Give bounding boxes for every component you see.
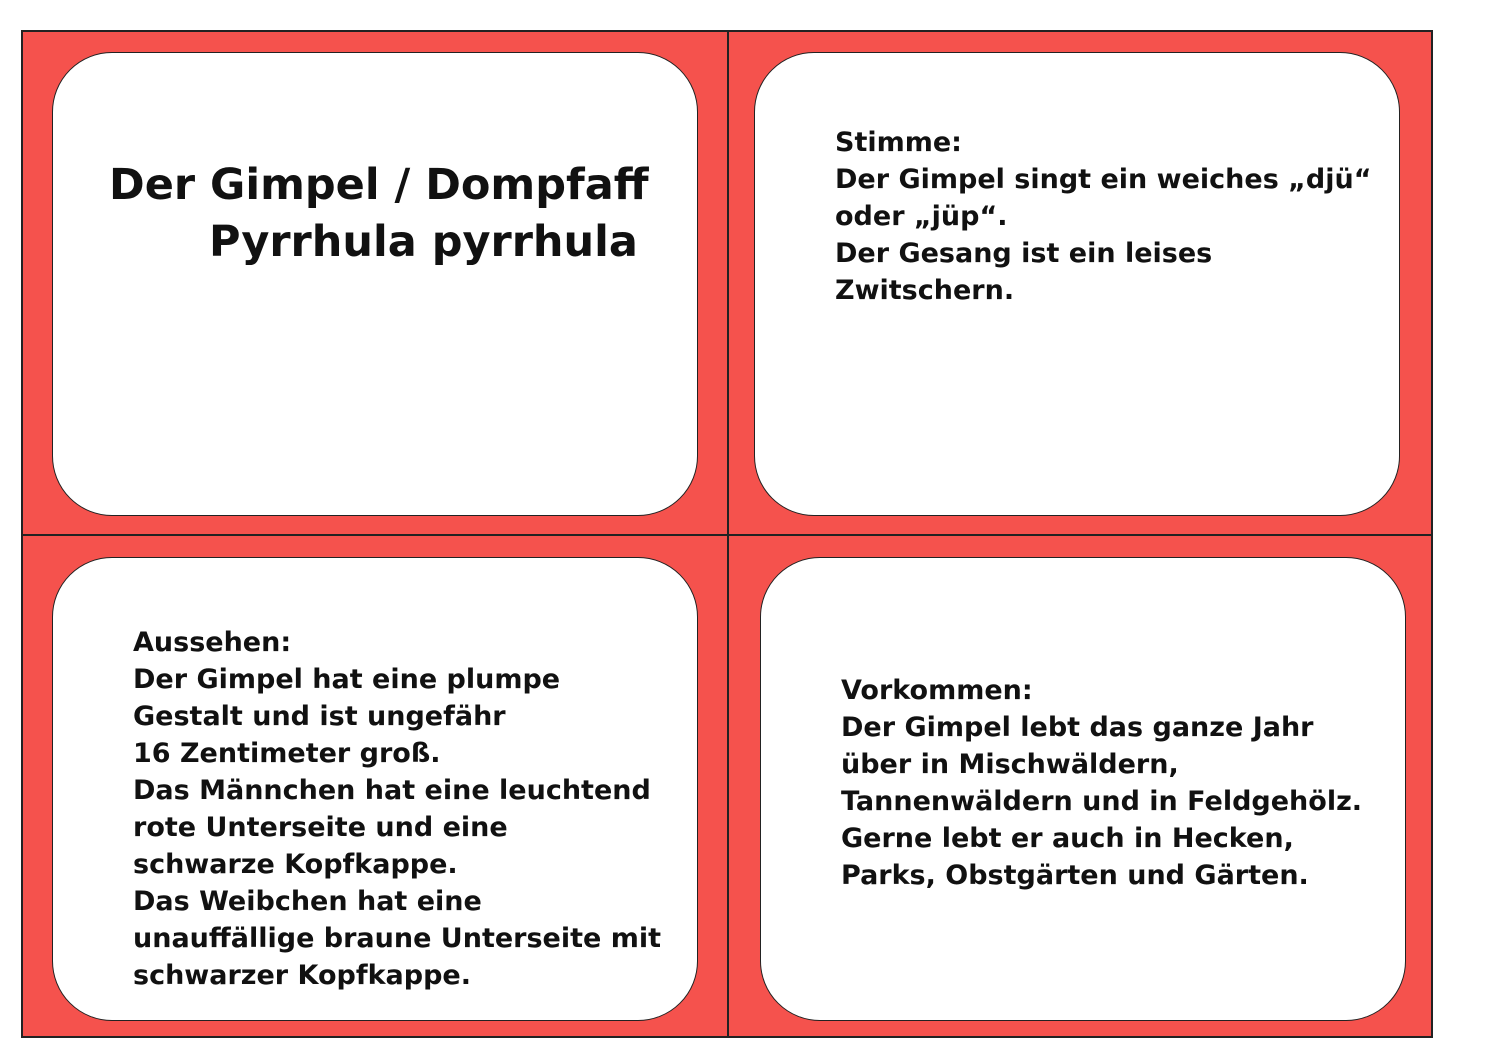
aussehen-line: Der Gimpel hat eine plumpe [133, 664, 561, 695]
aussehen-line: Das Männchen hat eine leuchtend [133, 775, 651, 806]
vorkommen-line: Parks, Obstgärten und Gärten. [841, 860, 1309, 891]
stimme-line: Der Gesang ist ein leises [835, 238, 1213, 269]
vorkommen-card [760, 557, 1406, 1021]
aussehen-line: Gestalt und ist ungefähr [133, 701, 506, 732]
title-card [52, 52, 698, 516]
card-sheet [21, 30, 1433, 1038]
vorkommen-line: Gerne lebt er auch in Hecken, [841, 823, 1294, 854]
aussehen-line: unauffällige braune Unterseite mit [133, 923, 662, 954]
aussehen-line: 16 Zentimeter groß. [133, 738, 441, 769]
stimme-text [835, 124, 1371, 309]
aussehen-text [133, 624, 661, 994]
common-name: Der Gimpel / Dompfaff [109, 160, 649, 210]
stimme-line: Der Gimpel singt ein weiches „djü“ [835, 164, 1372, 195]
aussehen-line: rote Unterseite und eine [133, 812, 508, 843]
stimme-heading: Stimme: [835, 127, 962, 158]
aussehen-line: schwarze Kopfkappe. [133, 849, 458, 880]
vorkommen-text [841, 672, 1362, 894]
title-block [109, 157, 669, 271]
vorkommen-line: Der Gimpel lebt das ganze Jahr [841, 712, 1314, 743]
aussehen-heading: Aussehen: [133, 627, 292, 658]
vorkommen-line: über in Mischwäldern, [841, 749, 1179, 780]
stimme-card [754, 52, 1400, 516]
aussehen-line: Das Weibchen hat eine [133, 886, 482, 917]
stimme-line: oder „jüp“. [835, 201, 1008, 232]
vorkommen-heading: Vorkommen: [841, 675, 1033, 706]
stimme-line: Zwitschern. [835, 275, 1015, 306]
aussehen-line: schwarzer Kopfkappe. [133, 960, 471, 991]
vorkommen-line: Tannenwäldern und in Feldgehölz. [841, 786, 1363, 817]
scientific-name: Pyrrhula pyrrhula [209, 217, 638, 267]
aussehen-card [52, 557, 698, 1021]
horizontal-cut-line [23, 534, 1431, 536]
